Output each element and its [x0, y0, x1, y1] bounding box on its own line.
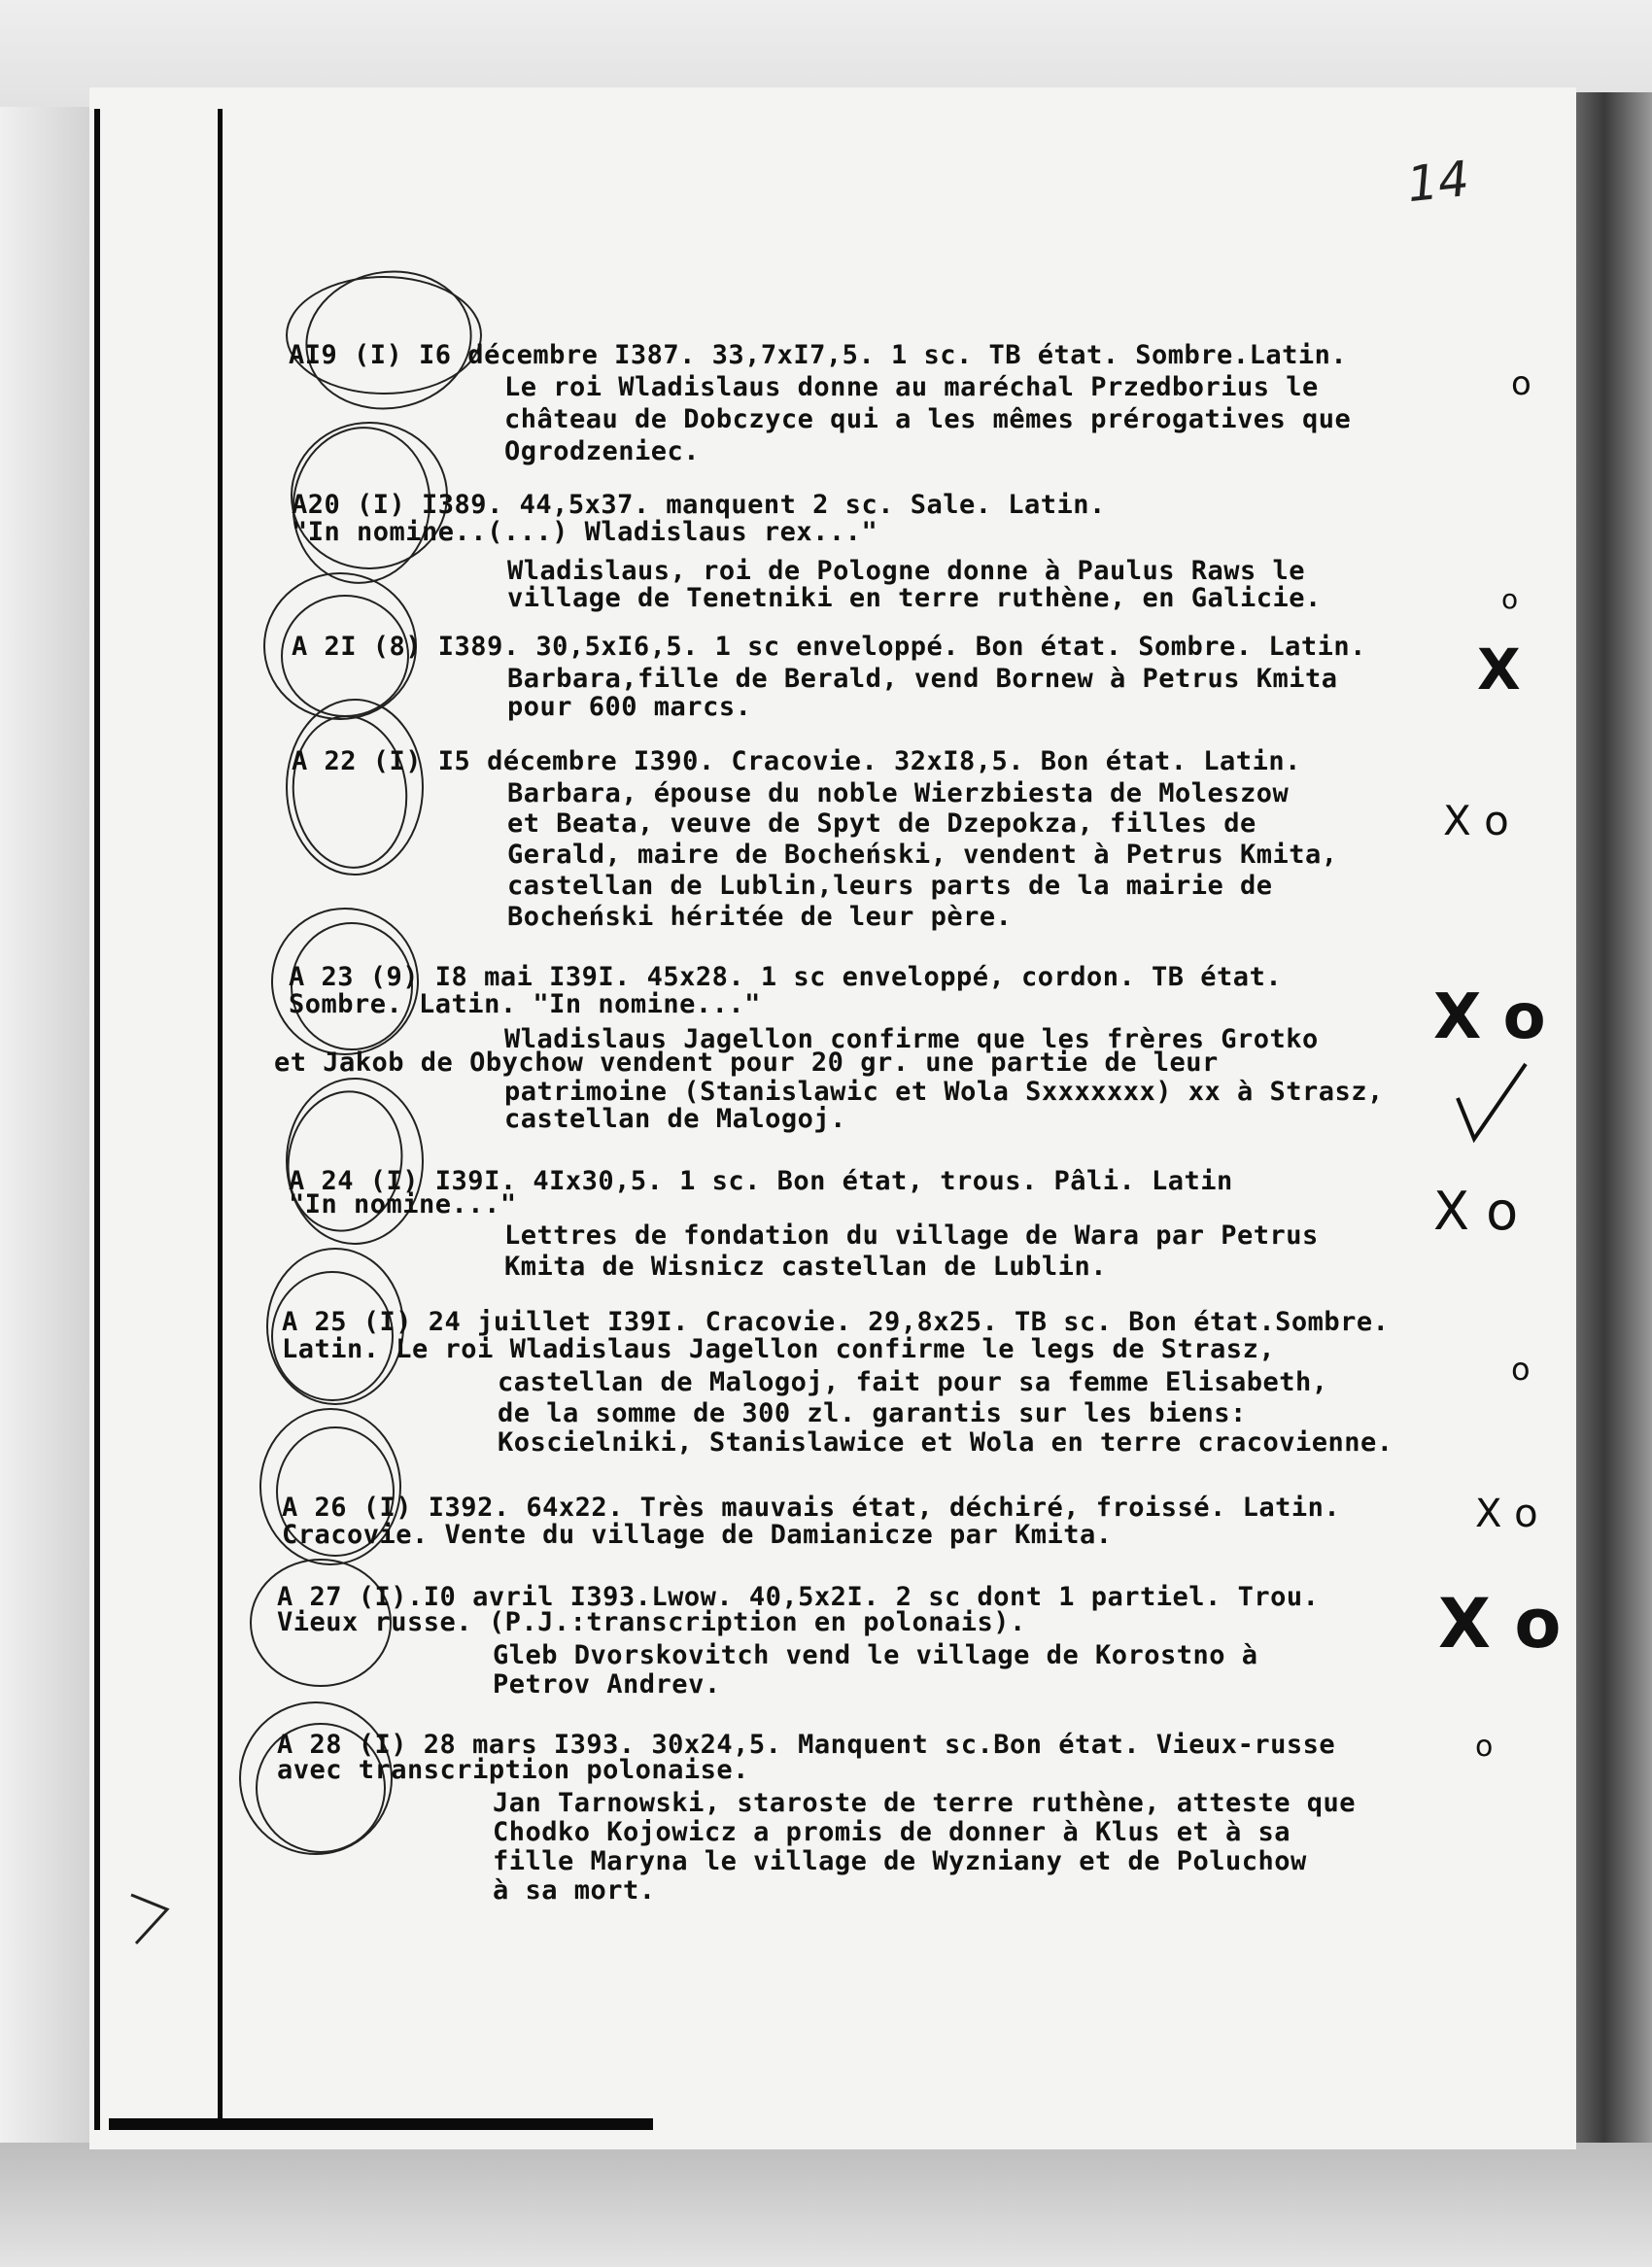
entry-line: Bocheński héritée de leur père.: [507, 902, 1013, 932]
margin-mark: X o: [1443, 797, 1509, 844]
entry-line: à sa mort.: [493, 1875, 656, 1906]
entry-line: Koscielniki, Stanislawice et Wola en terre cracovienne.: [498, 1427, 1394, 1458]
margin-mark: X o: [1438, 1584, 1562, 1664]
entry-line: AI9 (I) I6 décembre I387. 33,7xI7,5. 1 sc. TB état. Sombre.Latin.: [289, 340, 1348, 370]
folio-number: 14: [1404, 150, 1472, 214]
margin-mark: o: [1511, 1351, 1531, 1388]
margin-mark: X o: [1475, 1492, 1538, 1536]
entry-line: "In nomine..(...) Wladislaus rex...": [292, 517, 878, 547]
entry-line: Barbara, épouse du noble Wierzbiesta de Moleszow: [507, 778, 1290, 808]
entry-line: Jan Tarnowski, staroste de terre ruthène, atteste que: [493, 1788, 1357, 1818]
margin-mark: X o: [1433, 981, 1546, 1053]
entry-line: A 24 (I) I39I. 4Ix30,5. 1 sc. Bon état, trous. Pâli. Latin: [289, 1166, 1233, 1196]
entry-line: A 26 (I) I392. 64x22. Très mauvais état, déchiré, froissé. Latin.: [282, 1493, 1341, 1523]
entry-line: A 28 (I) 28 mars I393. 30x24,5. Manquent sc.Bon état. Vieux-russe: [277, 1730, 1336, 1760]
entry-line: avec transcription polonaise.: [277, 1755, 749, 1785]
entry-line: castellan de Malogoj, fait pour sa femme Elisabeth,: [498, 1367, 1328, 1397]
entry-line: pour 600 marcs.: [507, 692, 752, 722]
entry-line: Barbara,fille de Berald, vend Bornew à Petrus Kmita: [507, 664, 1338, 694]
checkmark-icon: [1453, 1059, 1531, 1147]
margin-mark: o: [1511, 364, 1532, 403]
entry-line: A 27 (I).I0 avril I393.Lwow. 40,5x2I. 2 sc dont 1 partiel. Trou.: [277, 1582, 1320, 1612]
entry-line: Vieux russe. (P.J.:transcription en polonais).: [277, 1607, 1026, 1637]
entry-line: et Beata, veuve de Spyt de Dzepokza, filles de: [507, 808, 1256, 839]
entry-line: de la somme de 300 zl. garantis sur les biens:: [498, 1398, 1247, 1428]
entry-line: Gleb Dvorskovitch vend le village de Korostno à: [493, 1640, 1258, 1670]
entry-line: village de Tenetniki en terre ruthène, en Galicie.: [507, 583, 1322, 613]
entry-line: A 22 (I) I5 décembre I390. Cracovie. 32xI8,5. Bon état. Latin.: [292, 746, 1301, 776]
margin-mark: X o: [1433, 1181, 1519, 1242]
entry-line: château de Dobczyce qui a les mêmes prérogatives que: [504, 404, 1352, 434]
entry-line: A 23 (9) I8 mai I39I. 45x28. 1 sc enveloppé, cordon. TB état.: [289, 962, 1283, 992]
entry-line: Le roi Wladislaus donne au maréchal Przedborius le: [504, 372, 1319, 402]
entry-line: Wladislaus, roi de Pologne donne à Paulus Raws le: [507, 556, 1306, 586]
margin-mark: o: [1475, 1730, 1494, 1764]
entry-line: Petrov Andrev.: [493, 1669, 721, 1700]
entry-line: Wladislaus Jagellon confirme que les frères Grotko: [504, 1024, 1319, 1054]
entry-line: et Jakob de Obychow vendent pour 20 gr. une partie de leur: [274, 1048, 1219, 1078]
entry-line: Chodko Kojowicz a promis de donner à Klus et à sa: [493, 1817, 1291, 1847]
entry-line: Gerald, maire de Bocheński, vendent à Petrus Kmita,: [507, 840, 1338, 870]
entry-line: A20 (I) I389. 44,5x37. manquent 2 sc. Sale. Latin.: [292, 490, 1106, 520]
entry-line: Sombre. Latin. "In nomine...": [289, 989, 761, 1019]
entry-line: castellan de Malogoj.: [504, 1104, 846, 1134]
entry-line: Kmita de Wisnicz castellan de Lublin.: [504, 1252, 1107, 1282]
entry-line: Latin. Le roi Wladislaus Jagellon confirme le legs de Strasz,: [282, 1334, 1276, 1364]
entry-line: A 25 (I) 24 juillet I39I. Cracovie. 29,8x25. TB sc. Bon état.Sombre.: [282, 1307, 1390, 1337]
entry-line: Ogrodzeniec.: [504, 436, 701, 466]
entry-line: "In nomine...": [289, 1189, 517, 1219]
margin-mark: o: [1501, 583, 1519, 615]
entry-line: castellan de Lublin,leurs parts de la mairie de: [507, 871, 1273, 901]
entry-line: A 2I (8) I389. 30,5xI6,5. 1 sc enveloppé. Bon état. Sombre. Latin.: [292, 632, 1366, 662]
margin-mark: X: [1477, 636, 1521, 703]
entry-line: Lettres de fondation du village de Wara par Petrus: [504, 1220, 1319, 1251]
entry-line: fille Maryna le village de Wyzniany et de Poluchow: [493, 1846, 1307, 1876]
entry-line: patrimoine (Stanislawic et Wola Sxxxxxxx) xx à Strasz,: [504, 1077, 1384, 1107]
entry-line: Cracovie. Vente du village de Damianicze par Kmita.: [282, 1520, 1113, 1550]
